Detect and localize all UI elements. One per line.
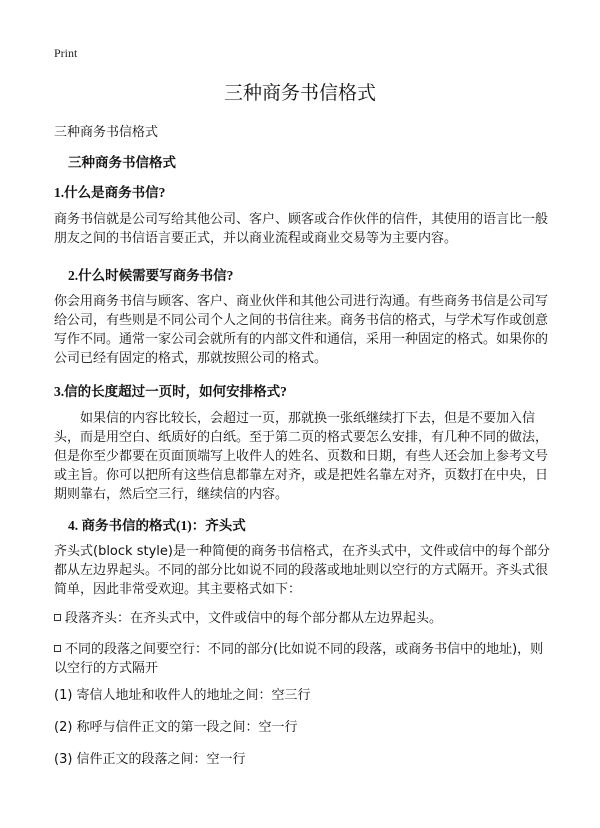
bullet-text-1: 段落齐头：在齐头式中，文件或信中的每个部分都从左边界起头。 — [65, 611, 443, 626]
bullet-square-icon — [54, 614, 61, 621]
heading-q1: 1.什么是商务书信? — [54, 185, 166, 200]
list-item-3: (3) 信件正文的段落之间：空一行 — [54, 752, 246, 767]
print-label: Print — [54, 46, 78, 60]
paragraph-q4: 齐头式(block style)是一种简便的商务书信格式，在齐头式中，文件或信中的每个部分都从左边界起头。不同的部分比如说不同的段落或地址则以空行的方式隔开。齐头式很简单，因此非常受欢迎。其主要格式如下： — [54, 544, 550, 597]
document-title: 三种商务书信格式 — [223, 82, 376, 104]
list-item-1: (1) 寄信人地址和收件人的地址之间：空三行 — [54, 688, 311, 703]
paragraph-q1: 商务书信就是公司写给其他公司、客户、顾客或合作伙伴的信件，其使用的语言比一般朋友之间的书信语言要正式，并以商业流程或商业交易等为主要内容。 — [54, 212, 549, 246]
heading-q4: 4. 商务书信的格式(1)：齐头式 — [68, 518, 246, 533]
document-subtitle: 三种商务书信格式 — [54, 125, 159, 140]
bullet-item-1 — [54, 609, 554, 628]
heading-q2: 2.什么时候需要写商务书信? — [68, 268, 234, 283]
bullet-square-icon — [54, 645, 61, 652]
bullet-item-2 — [54, 640, 554, 678]
paragraph-q3: 如果信的内容比较长，会超过一页，那就换一张纸继续打下去，但是不要加入信头，而是用空白、纸质好的白纸。至于第二页的格式要怎么安排，有几种不同的做法，但是你至少都要在页面顶端写上收件人的姓名、页数和日期，有些人还会加上参考文号或主旨。你可以把所有这些信息都靠左对齐，或是把姓名靠左对齐，页数打在中央，日期则靠右，然后空三行，继续信的内容。 — [54, 411, 549, 502]
heading-q3: 3.信的长度超过一页时，如何安排格式? — [54, 384, 287, 399]
list-item-2: (2) 称呼与信件正文的第一段之间：空一行 — [54, 720, 298, 735]
section-title: 三种商务书信格式 — [68, 155, 176, 170]
paragraph-q2: 你会用商务书信与顾客、客户、商业伙伴和其他公司进行沟通。有些商务书信是公司写给公司，有些则是不同公司个人之间的书信往来。商务书信的格式，与学术写作或创意写作不同。通常一家公司会就所有的内部文件和通信，采用一种固定的格式。如果你的公司已经有固定的格式，那就按照公司的格式。 — [54, 294, 549, 366]
bullet-text-2: 不同的段落之间要空行：不同的部分(比如说不同的段落，或商务书信中的地址)，则以空行的方式隔开 — [54, 642, 544, 676]
